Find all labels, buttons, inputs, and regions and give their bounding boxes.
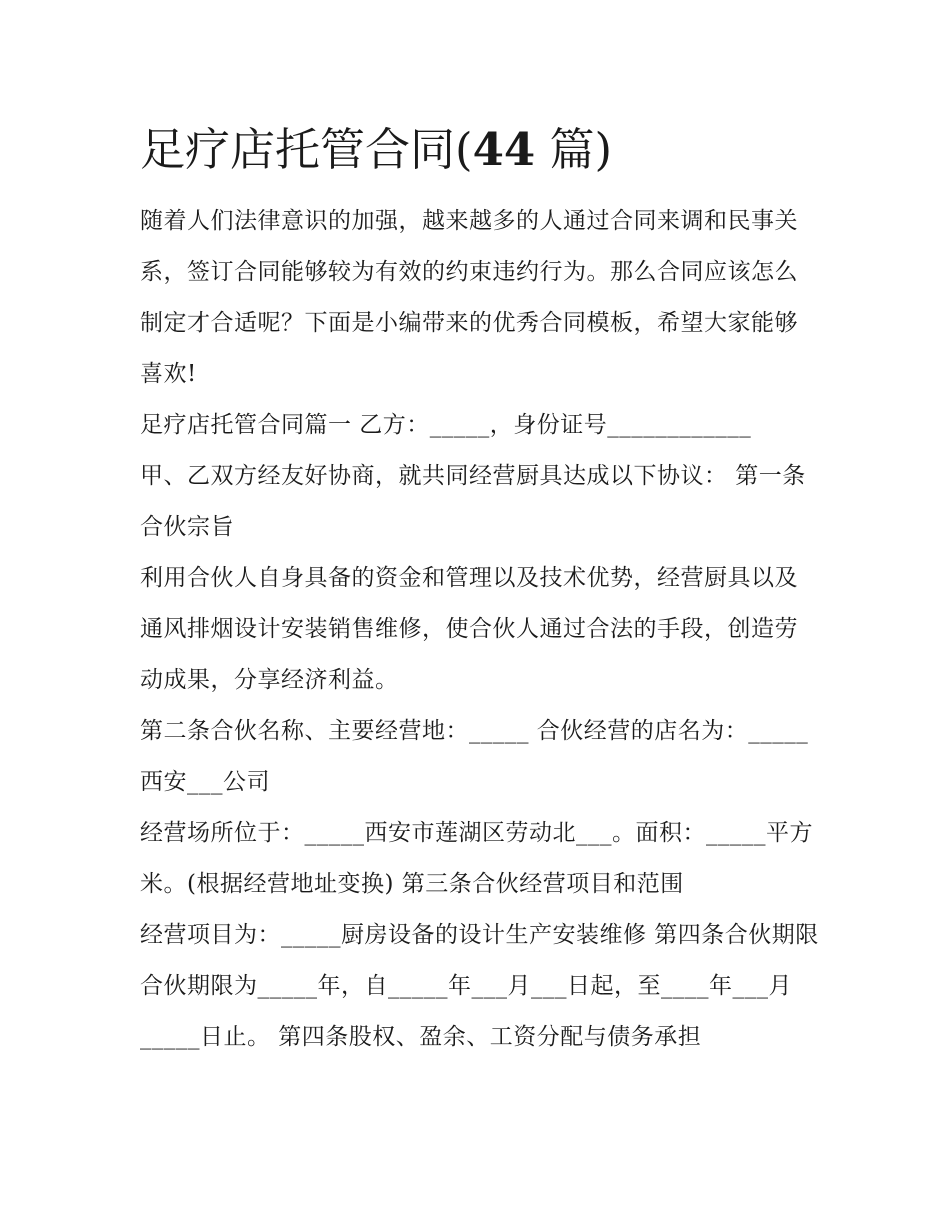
premises-paragraph: 经营场所位于：_____西安市莲湖区劳动北___。面积：_____平方米。(根据经营地址变换) 第三条合伙经营项目和范围 <box>140 820 813 897</box>
document-page <box>140 118 820 1063</box>
agreement-paragraph: 甲、乙双方经友好协商，就共同经营厨具达成以下协议： 第一条合伙宗旨 <box>140 463 806 540</box>
document-title <box>140 118 820 182</box>
term-paragraph: 合伙期限为_____年，自_____年___月___日起，至____年___月_____日止。 第四条股权、盈余、工资分配与债务承担 <box>140 973 792 1050</box>
title-count: 44 <box>472 123 536 176</box>
contract-party-line: 足疗店托管合同篇一 乙方：_____，身份证号____________ <box>140 412 752 438</box>
intro-paragraph: 随着人们法律意识的加强，越来越多的人通过合同来调和民事关系，签订合同能够较为有效的约束违约行为。那么合同应该怎么制定才合适呢？下面是小编带来的优秀合同模板，希望大家能够喜欢! <box>140 208 798 387</box>
name-location-paragraph: 第二条合伙名称、主要经营地：_____ 合伙经营的店名为：_____西安___公司 <box>140 718 809 795</box>
business-scope-paragraph: 经营项目为：_____厨房设备的设计生产安装维修 第四条合伙期限 <box>140 922 819 948</box>
purpose-paragraph: 利用合伙人自身具备的资金和管理以及技术优势，经营厨具以及通风排烟设计安装销售维修，使合伙人通过合法的手段，创造劳动成果，分享经济利益。 <box>140 565 798 693</box>
title-tail: 篇) <box>535 123 613 176</box>
title-main: 足疗店托管合同( <box>140 123 473 176</box>
